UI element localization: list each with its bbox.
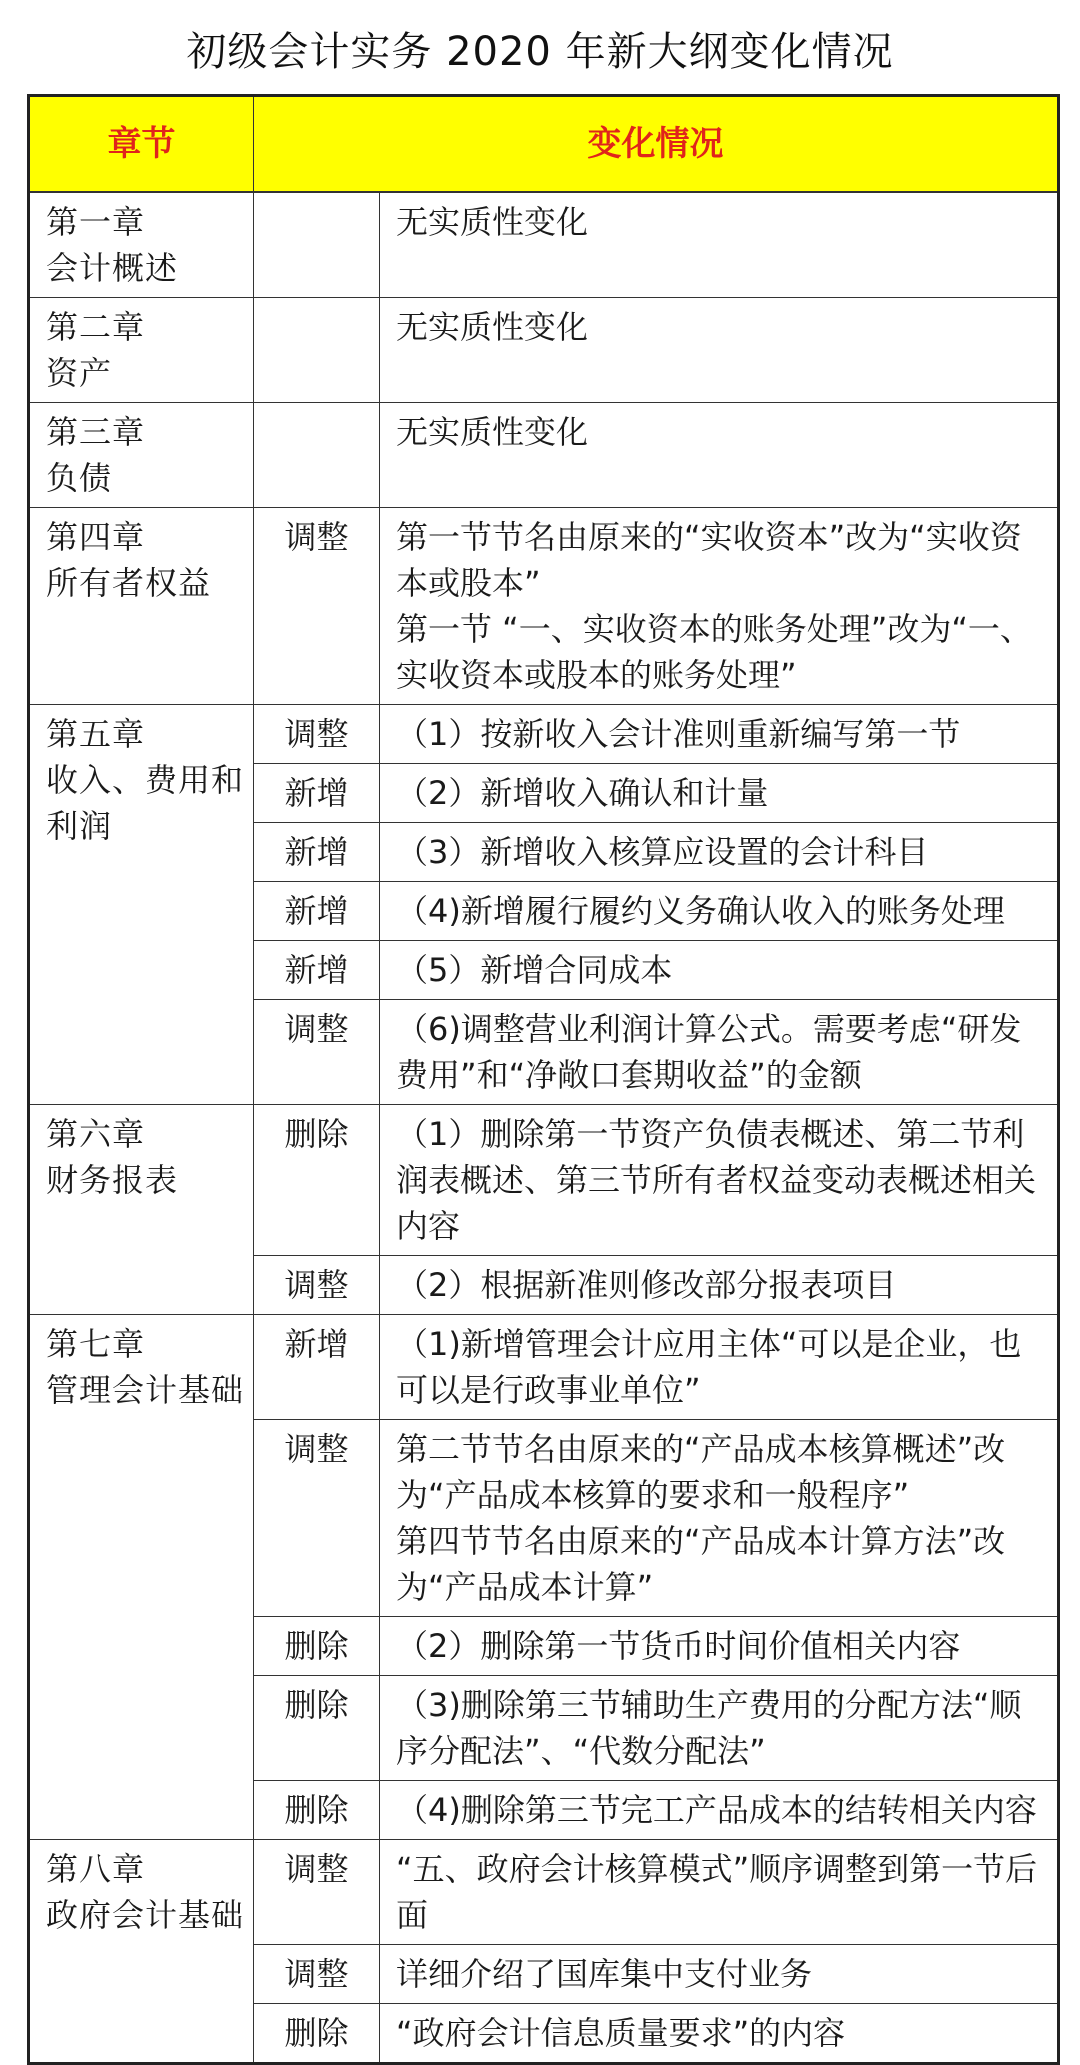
change-desc-cell: （2）根据新准则修改部分报表项目 bbox=[380, 1256, 1059, 1315]
change-type-cell: 新增 bbox=[254, 1315, 380, 1420]
change-type-cell: 调整 bbox=[254, 1420, 380, 1617]
change-desc-cell: （6)调整营业利润计算公式。需要考虑“研发费用”和“净敞口套期收益”的金额 bbox=[380, 1000, 1059, 1105]
change-type-cell: 新增 bbox=[254, 823, 380, 882]
table-row bbox=[29, 1105, 1059, 1256]
change-desc-cell: 第一节节名由原来的“实收资本”改为“实收资本或股本” 第一节 “一、实收资本的账务处理”改为“一、实收资本或股本的账务处理” bbox=[380, 508, 1059, 705]
change-type-cell: 调整 bbox=[254, 1256, 380, 1315]
change-type-cell bbox=[254, 298, 380, 403]
chapter-cell: 第七章 管理会计基础 bbox=[29, 1315, 254, 1840]
change-desc-cell: （2）新增收入确认和计量 bbox=[380, 764, 1059, 823]
change-desc-cell: 详细介绍了国库集中支付业务 bbox=[380, 1945, 1059, 2004]
change-type-cell: 调整 bbox=[254, 1840, 380, 1945]
chapter-cell: 第四章 所有者权益 bbox=[29, 508, 254, 705]
change-desc-cell: （1）按新收入会计准则重新编写第一节 bbox=[380, 705, 1059, 764]
changes-table bbox=[27, 94, 1060, 2065]
table-row bbox=[29, 508, 1059, 705]
chapter-cell: 第五章 收入、费用和利润 bbox=[29, 705, 254, 1105]
change-desc-cell: （4)新增履行履约义务确认收入的账务处理 bbox=[380, 882, 1059, 941]
change-desc-cell: （4)删除第三节完工产品成本的结转相关内容 bbox=[380, 1781, 1059, 1840]
change-type-cell: 删除 bbox=[254, 2004, 380, 2064]
change-type-cell: 调整 bbox=[254, 1945, 380, 2004]
change-type-cell: 调整 bbox=[254, 1000, 380, 1105]
change-type-cell: 删除 bbox=[254, 1676, 380, 1781]
change-desc-cell: （3)删除第三节辅助生产费用的分配方法“顺序分配法”、“代数分配法” bbox=[380, 1676, 1059, 1781]
chapter-cell: 第八章 政府会计基础 bbox=[29, 1840, 254, 2064]
chapter-cell: 第三章 负债 bbox=[29, 403, 254, 508]
change-type-cell bbox=[254, 403, 380, 508]
change-desc-cell: （2）删除第一节货币时间价值相关内容 bbox=[380, 1617, 1059, 1676]
header-chapter: 章节 bbox=[29, 96, 254, 193]
change-type-cell: 调整 bbox=[254, 705, 380, 764]
header-changes: 变化情况 bbox=[254, 96, 1059, 193]
change-desc-cell: 无实质性变化 bbox=[380, 298, 1059, 403]
change-desc-cell: 无实质性变化 bbox=[380, 192, 1059, 298]
page-title: 初级会计实务 2020 年新大纲变化情况 bbox=[186, 29, 894, 75]
change-desc-cell: （1）删除第一节资产负债表概述、第二节利润表概述、第三节所有者权益变动表概述相关内容 bbox=[380, 1105, 1059, 1256]
table-row bbox=[29, 298, 1059, 403]
chapter-cell: 第一章 会计概述 bbox=[29, 192, 254, 298]
change-desc-cell: 无实质性变化 bbox=[380, 403, 1059, 508]
change-type-cell: 新增 bbox=[254, 941, 380, 1000]
table-row bbox=[29, 1840, 1059, 1945]
table-row bbox=[29, 192, 1059, 298]
change-type-cell: 新增 bbox=[254, 764, 380, 823]
change-desc-cell: （3）新增收入核算应设置的会计科目 bbox=[380, 823, 1059, 882]
chapter-cell: 第六章 财务报表 bbox=[29, 1105, 254, 1315]
table-row bbox=[29, 403, 1059, 508]
table-row bbox=[29, 705, 1059, 764]
change-desc-cell: “五、政府会计核算模式”顺序调整到第一节后面 bbox=[380, 1840, 1059, 1945]
change-type-cell: 调整 bbox=[254, 508, 380, 705]
change-type-cell: 删除 bbox=[254, 1617, 380, 1676]
change-type-cell: 删除 bbox=[254, 1781, 380, 1840]
change-desc-cell: （5）新增合同成本 bbox=[380, 941, 1059, 1000]
change-type-cell: 删除 bbox=[254, 1105, 380, 1256]
change-desc-cell: 第二节节名由原来的“产品成本核算概述”改为“产品成本核算的要求和一般程序” 第四节节名由原来的“产品成本计算方法”改为“产品成本计算” bbox=[380, 1420, 1059, 1617]
change-desc-cell: （1)新增管理会计应用主体“可以是企业，也可以是行政事业单位” bbox=[380, 1315, 1059, 1420]
change-type-cell bbox=[254, 192, 380, 298]
table-row bbox=[29, 1315, 1059, 1420]
table-header-row bbox=[29, 96, 1059, 193]
changes-table-container bbox=[27, 94, 1057, 2065]
change-desc-cell: “政府会计信息质量要求”的内容 bbox=[380, 2004, 1059, 2064]
change-type-cell: 新增 bbox=[254, 882, 380, 941]
chapter-cell: 第二章 资产 bbox=[29, 298, 254, 403]
